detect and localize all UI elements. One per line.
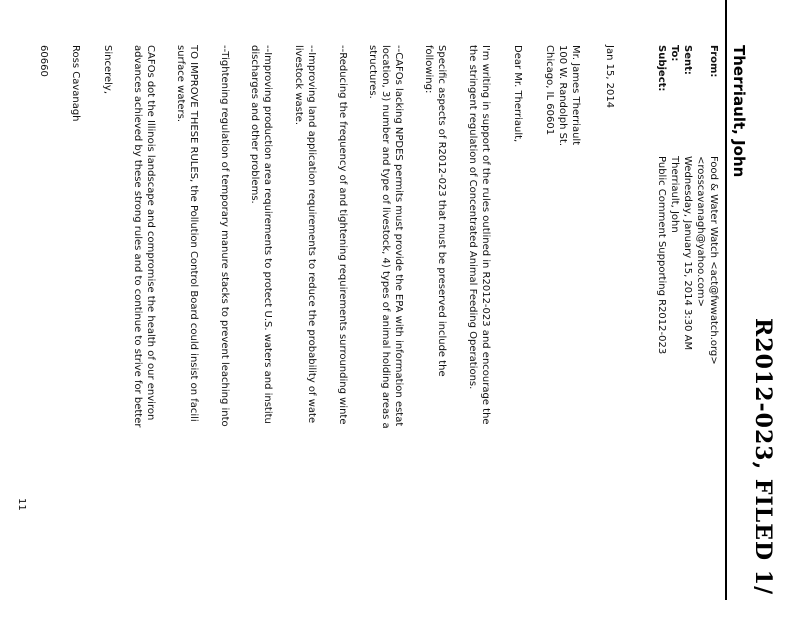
sender-name: Therriault, John	[730, 45, 748, 178]
list-item-line: livestock waste.	[293, 45, 304, 126]
subject-value: Public Comment Supporting R2012-023	[656, 156, 667, 355]
salutation: Dear Mr. Therriault,	[512, 45, 523, 143]
signoff: Sincerely,	[102, 45, 113, 95]
list-item-line: --Reducing the frequency of and tightening requirements surrounding winte	[337, 45, 348, 425]
to-label: To:	[669, 45, 680, 62]
list-item-line: --CAFOs lacking NPDES permits must provide the EPA with information estat	[393, 45, 404, 427]
address-line: 100 W. Randolph St.	[557, 45, 568, 147]
subject-label: Subject:	[656, 45, 667, 92]
list-item-line: location, 3) number and type of livestock, 4) types of animal holding areas a	[380, 45, 391, 429]
specific-line: following:	[423, 45, 434, 94]
list-item-line: --Tightening regulation of temporary manure stacks to prevent leaching into	[219, 45, 230, 427]
header-rule	[725, 0, 727, 600]
sent-label: Sent:	[682, 45, 693, 75]
filing-stamp: R2012-023, FILED 1/	[750, 318, 776, 596]
sent-value: Wednesday, January 15, 2014 3:30 AM	[682, 156, 693, 351]
from-label: From:	[708, 45, 719, 78]
letter-date: Jan 15, 2014	[604, 45, 615, 109]
signer-name: Ross Cavanagh	[70, 45, 81, 122]
intro-line: I'm writing in support of the rules outlined in R2012-023 and encourage the	[480, 45, 491, 425]
page-number: 11	[16, 498, 27, 511]
improve-line: TO IMPROVE THESE RULES, the Pollution Control Board could insist on facili	[188, 45, 199, 422]
closing-line: advances achieved by these strong rules and to continue to strive for better	[132, 45, 143, 428]
to-value: Therriault, John	[669, 156, 680, 233]
intro-line: the stringent regulation of Concentrated Animal Feeding Operations.	[467, 45, 478, 390]
list-item-line: --Improving production area requirements to protect U.S. waters and institu	[262, 45, 273, 424]
from-value: Food & Water Watch <act@fwwatch.org>	[708, 156, 719, 365]
closing-line: CAFOs dot the Illinois landscape and compromise the health of our environ	[145, 45, 156, 421]
from-value-line2: <rosscavanagh@yahoo.com>	[695, 156, 706, 307]
list-item-line: discharges and other problems.	[249, 45, 260, 204]
list-item-line: structures.	[367, 45, 378, 99]
list-item-line: --Improving land application requirements to reduce the probability of wate	[306, 45, 317, 424]
improve-line: surface waters.	[175, 45, 186, 123]
specific-line: Specific aspects of R2012-023 that must be preserved include the	[436, 45, 447, 377]
signer-zip: 60660	[38, 45, 49, 77]
address-line: Mr. James Therriault	[570, 45, 581, 146]
address-line: Chicago, IL 60601	[544, 45, 555, 136]
